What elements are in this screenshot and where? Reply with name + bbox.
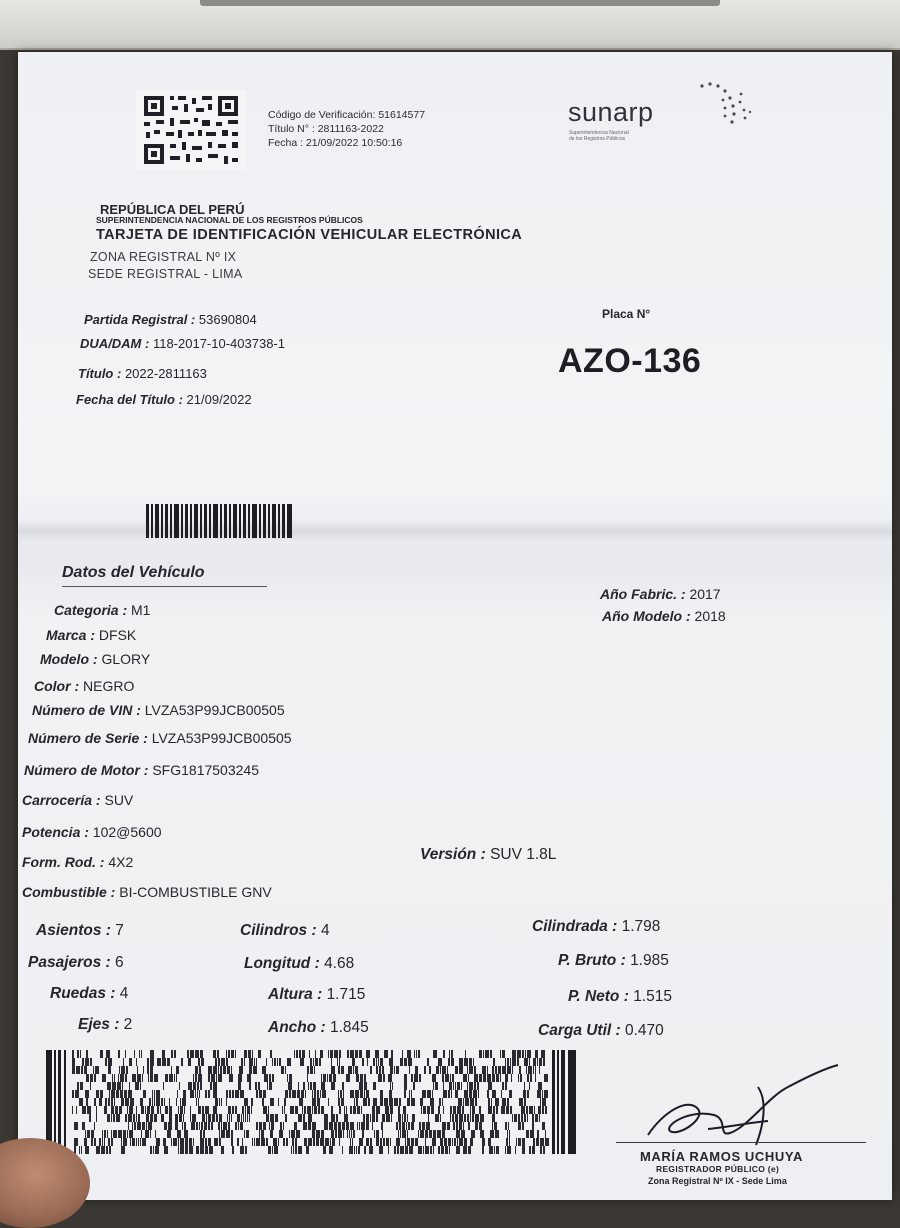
section-underline bbox=[62, 586, 267, 587]
ancho-label: Ancho : bbox=[268, 1019, 326, 1036]
version-row bbox=[420, 846, 556, 864]
categoria-value: M1 bbox=[131, 602, 151, 618]
dua-value: 118-2017-10-403738-1 bbox=[152, 336, 285, 351]
ruedas-label: Ruedas : bbox=[50, 985, 116, 1002]
potencia-row bbox=[22, 824, 162, 840]
signatory-role: REGISTRADOR PÚBLICO (e) bbox=[656, 1164, 780, 1174]
titulo-label: Título : bbox=[78, 366, 122, 381]
longitud-row bbox=[244, 955, 354, 973]
serie-value: LVZA53P99JCB00505 bbox=[151, 730, 292, 746]
serie-row bbox=[28, 730, 292, 746]
signatory-zone: Zona Registral Nº IX - Sede Lima bbox=[648, 1176, 787, 1186]
verification-code: Código de Verificación: 51614577 bbox=[268, 109, 426, 121]
fecha-titulo-row bbox=[76, 392, 252, 407]
categoria-row bbox=[54, 602, 150, 618]
altura-label: Altura : bbox=[268, 986, 323, 1003]
signatory-name: MARÍA RAMOS UCHUYA bbox=[640, 1149, 803, 1164]
serie-label: Número de Serie : bbox=[28, 730, 148, 746]
peso-neto-label: P. Neto : bbox=[568, 988, 629, 1005]
carroceria-row bbox=[22, 792, 133, 808]
scanner-slot bbox=[200, 0, 720, 6]
logo-sub-line-2: de los Registros Públicos bbox=[569, 136, 626, 142]
potencia-value: 102@5600 bbox=[92, 824, 162, 840]
cilindros-value: 4 bbox=[320, 922, 330, 939]
version-value: SUV 1.8L bbox=[490, 846, 557, 863]
anio-fabric-value: 2017 bbox=[689, 586, 721, 602]
ruedas-row bbox=[50, 985, 128, 1003]
vin-value: LVZA53P99JCB00505 bbox=[144, 702, 285, 718]
placa-number: AZO-136 bbox=[558, 342, 702, 380]
modelo-value: GLORY bbox=[101, 651, 151, 667]
peso-neto-value: 1.515 bbox=[633, 988, 672, 1005]
anio-fabric-row bbox=[600, 586, 721, 602]
potencia-label: Potencia : bbox=[22, 824, 89, 840]
cilindrada-label: Cilindrada : bbox=[532, 918, 618, 935]
verification-title-number: Título N° : 2811163-2022 bbox=[268, 123, 384, 135]
partida-value: 53690804 bbox=[198, 312, 257, 327]
anio-modelo-label: Año Modelo : bbox=[602, 608, 691, 624]
motor-value: SFG1817503245 bbox=[152, 762, 259, 778]
combustible-value: BI-COMBUSTIBLE GNV bbox=[119, 884, 272, 900]
longitud-value: 4.68 bbox=[324, 955, 355, 972]
cilindros-label: Cilindros : bbox=[240, 922, 317, 939]
marca-row bbox=[46, 627, 136, 643]
titulo-value: 2022-2811163 bbox=[124, 366, 207, 381]
altura-row bbox=[268, 986, 365, 1004]
ejes-row bbox=[78, 1016, 132, 1034]
titulo-row bbox=[78, 366, 207, 381]
longitud-label: Longitud : bbox=[244, 955, 320, 972]
cilindros-row bbox=[240, 922, 330, 940]
form-rod-row bbox=[22, 854, 133, 870]
superintendencia-heading: SUPERINTENDENCIA NACIONAL DE LOS REGISTROS PÚBLICOS bbox=[96, 215, 363, 225]
motor-row bbox=[24, 762, 259, 778]
ejes-label: Ejes : bbox=[78, 1016, 120, 1033]
dua-dam-row bbox=[80, 336, 285, 351]
vehicle-data-heading: Datos del Vehículo bbox=[62, 564, 205, 581]
partida-registral-row bbox=[84, 312, 257, 327]
modelo-row bbox=[40, 651, 150, 667]
verification-date: Fecha : 21/09/2022 10:50:16 bbox=[268, 137, 403, 149]
republica-heading: REPÚBLICA DEL PERÚ bbox=[100, 202, 245, 217]
peso-neto-row bbox=[568, 988, 672, 1006]
anio-modelo-value: 2018 bbox=[694, 608, 726, 624]
form-rod-value: 4X2 bbox=[108, 854, 134, 870]
motor-label: Número de Motor : bbox=[24, 762, 149, 778]
modelo-label: Modelo : bbox=[40, 651, 98, 667]
partida-label: Partida Registral : bbox=[84, 312, 196, 327]
asientos-row bbox=[36, 922, 124, 940]
zona-registral: ZONA REGISTRAL Nº IX bbox=[90, 250, 237, 264]
ancho-value: 1.845 bbox=[330, 1019, 369, 1036]
marca-label: Marca : bbox=[46, 627, 96, 643]
scanner-top bbox=[0, 0, 900, 50]
cilindrada-value: 1.798 bbox=[621, 918, 661, 935]
fecha-value: 21/09/2022 bbox=[186, 392, 252, 407]
vin-label: Número de VIN : bbox=[32, 702, 141, 718]
pasajeros-value: 6 bbox=[115, 954, 124, 971]
carroceria-label: Carrocería : bbox=[22, 792, 101, 808]
ruedas-value: 4 bbox=[119, 985, 129, 1002]
categoria-label: Categoria : bbox=[54, 602, 128, 618]
cilindrada-row bbox=[532, 918, 660, 936]
qr-code bbox=[136, 90, 246, 170]
asientos-label: Asientos : bbox=[36, 922, 111, 939]
combustible-row bbox=[22, 884, 272, 900]
document-title: TARJETA DE IDENTIFICACIÓN VEHICULAR ELECTRÓNICA bbox=[96, 227, 523, 243]
carga-util-value: 0.470 bbox=[625, 1022, 664, 1039]
anio-fabric-label: Año Fabric. : bbox=[600, 586, 686, 602]
sunarp-logo-subtitle bbox=[569, 130, 629, 142]
dua-label: DUA/DAM : bbox=[80, 336, 150, 351]
vehicle-id-card-document bbox=[18, 52, 892, 1200]
peso-bruto-label: P. Bruto : bbox=[558, 952, 626, 969]
peso-bruto-value: 1.985 bbox=[630, 952, 669, 969]
carroceria-value: SUV bbox=[104, 792, 134, 808]
version-label: Versión : bbox=[420, 846, 486, 863]
ejes-value: 2 bbox=[123, 1016, 133, 1033]
logo-sub-line-1: Superintendencia Nacional bbox=[569, 130, 629, 136]
carga-util-row bbox=[538, 1022, 664, 1040]
carga-util-label: Carga Util : bbox=[538, 1022, 621, 1039]
color-value: NEGRO bbox=[83, 678, 135, 694]
peso-bruto-row bbox=[558, 952, 669, 970]
form-rod-label: Form. Rod. : bbox=[22, 854, 105, 870]
color-row bbox=[34, 678, 134, 694]
color-label: Color : bbox=[34, 678, 80, 694]
signature-line bbox=[616, 1142, 866, 1143]
placa-label: Placa N° bbox=[602, 307, 651, 321]
altura-value: 1.715 bbox=[326, 986, 366, 1003]
verification-info bbox=[268, 108, 425, 150]
fecha-label: Fecha del Título : bbox=[76, 392, 183, 407]
ancho-row bbox=[268, 1019, 369, 1037]
sede-registral: SEDE REGISTRAL - LIMA bbox=[88, 267, 243, 281]
sunarp-logo-text: sunarp bbox=[568, 97, 654, 127]
pasajeros-row bbox=[28, 954, 124, 972]
combustible-label: Combustible : bbox=[22, 884, 116, 900]
vin-row bbox=[32, 702, 285, 718]
asientos-value: 7 bbox=[115, 922, 124, 939]
small-barcode bbox=[146, 504, 292, 538]
pdf417-barcode bbox=[46, 1050, 576, 1154]
pasajeros-label: Pasajeros : bbox=[28, 954, 111, 971]
anio-modelo-row bbox=[602, 608, 726, 624]
marca-value: DFSK bbox=[98, 627, 137, 643]
